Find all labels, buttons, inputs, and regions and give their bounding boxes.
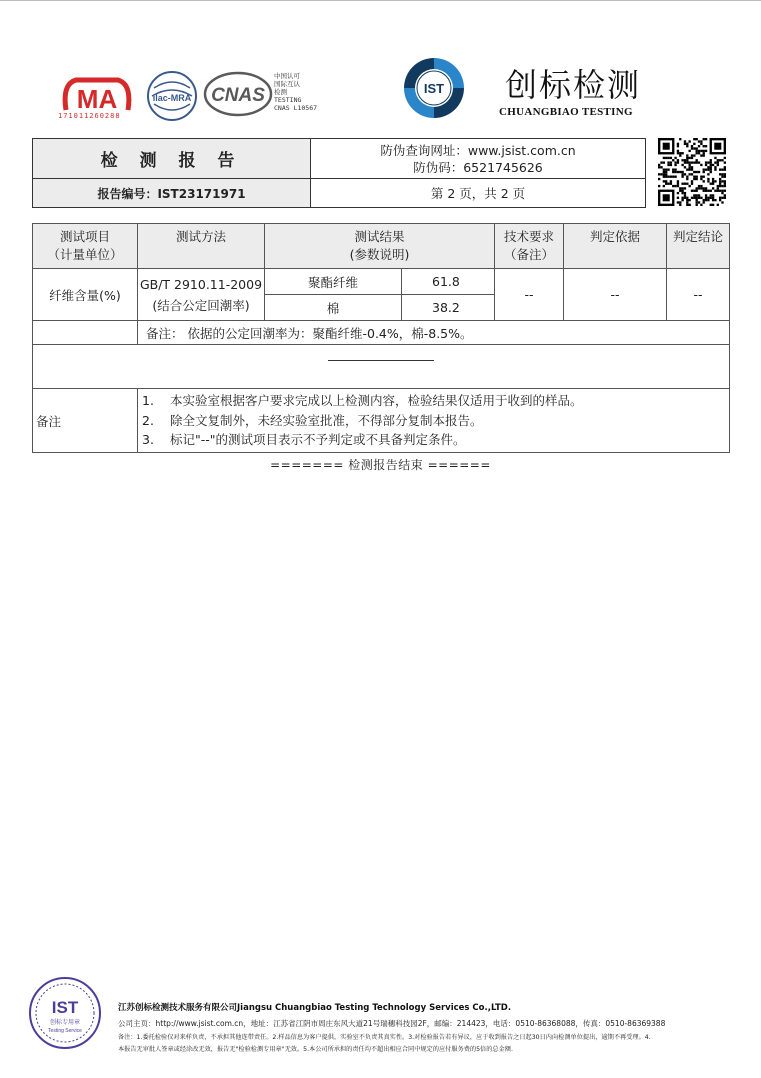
header-test-item: 测试项目 （计量单位） xyxy=(33,224,138,269)
seal-subtext: 创标专用章 xyxy=(49,1019,81,1026)
remarks-row xyxy=(33,389,730,453)
test-method: GB/T 2910.11-2009 (结合公定回潮率) xyxy=(138,269,265,321)
report-header xyxy=(32,138,646,208)
header-test-method: 测试方法 xyxy=(138,224,265,269)
requirement-value: -- xyxy=(495,269,564,321)
company-seal-icon xyxy=(27,975,103,1051)
report-number: 报告编号：IST23171971 xyxy=(33,179,311,207)
header-requirement: 技术要求 （备注） xyxy=(495,224,564,269)
remarks-list xyxy=(138,389,730,453)
cnas-line: TESTING xyxy=(274,96,302,104)
cma-logo-text: MA xyxy=(76,84,118,114)
moisture-note: 备注： 依据的公定回潮率为：聚酯纤维-0.4%，棉-8.5%。 xyxy=(138,321,730,345)
verify-url: 防伪查询网址：www.jsist.com.cn xyxy=(380,143,576,158)
top-border xyxy=(0,0,761,1)
seal-subtext-en: Testing Service xyxy=(48,1028,82,1034)
page-indicator: 第 2 页，共 2 页 xyxy=(430,186,526,201)
footer-address: 公司主页：http://www.jsist.com.cn，地址：江苏省江阴市周庄东风大道21号瑞穗科技园2F，邮编：214423，电话：0510-86368088，传真：0510-86369388 xyxy=(118,1019,666,1028)
verify-code: 防伪码：6521745626 xyxy=(413,160,543,175)
conclusion-value: -- xyxy=(667,269,730,321)
results-table xyxy=(32,223,730,453)
ilac-logo-text: ilac-MRA xyxy=(152,93,192,103)
cnas-line: 国际互认 xyxy=(274,80,300,88)
table-header-row xyxy=(33,224,730,269)
report-end-marker: ======= 检测报告结束 ====== xyxy=(270,458,491,472)
test-item: 纤维含量(%) xyxy=(33,269,138,321)
ist-logo-text: IST xyxy=(423,81,445,96)
ist-logo-icon xyxy=(401,55,467,121)
divider-cell xyxy=(33,345,730,389)
cnas-logo-text: CNAS xyxy=(211,85,265,106)
brand-name-en: CHUANGBIAO TESTING xyxy=(499,106,633,118)
list-item: 3. 标记"--"的测试项目表示不予判定或不具备判定条件。 xyxy=(142,432,466,448)
footer-note-line: 本报告无审批人签章或经涂改无效，报告无"检验检测专用章"无效。5.本公司所承担的责任均不超出相应合同中规定的应付服务费的5倍的总金额. xyxy=(118,1046,513,1053)
qr-code-icon xyxy=(658,138,726,206)
seal-text: IST xyxy=(51,998,79,1017)
list-item: 2. 除全文复制外，未经实验室批准，不得部分复制本报告。 xyxy=(142,412,483,428)
table-row xyxy=(33,269,730,295)
ilac-mra-logo-icon xyxy=(144,68,200,124)
brand-name-cn: 创标检测 xyxy=(505,66,642,104)
footer-note-line: 备注：1.委托检验仅对来样负责，不承担其他连带责任。2.样品信息为客户提供，实验室不负责其真实性。3.对检验报告若有异议，应于收到报告之日起30日内向检测单位提出，逾期不再受理。4. xyxy=(118,1034,651,1041)
result-value: 38.2 xyxy=(402,295,495,321)
list-item: 1. 本实验室根据客户要求完成以上检测内容，检验结果仅适用于收到的样品。 xyxy=(142,393,583,409)
divider-row xyxy=(33,345,730,389)
cnas-line: CNAS L10567 xyxy=(274,104,318,112)
note-row xyxy=(33,321,730,345)
cnas-line: 中国认可 xyxy=(274,72,300,80)
result-name: 棉 xyxy=(265,295,402,321)
divider-line xyxy=(328,360,434,361)
result-name: 聚酯纤维 xyxy=(265,269,402,295)
note-spacer xyxy=(33,321,138,345)
cnas-logo-icon xyxy=(203,70,273,118)
verification-info xyxy=(311,139,645,179)
header-test-result: 测试结果 (参数说明) xyxy=(265,224,495,269)
remarks-label: 备注 xyxy=(33,389,138,453)
header-basis: 判定依据 xyxy=(564,224,667,269)
cnas-line: 检测 xyxy=(274,88,287,96)
result-value: 61.8 xyxy=(402,269,495,295)
report-title: 检 测 报 告 xyxy=(33,139,311,179)
footer-company-name: 江苏创标检测技术服务有限公司Jiangsu Chuangbiao Testing Technology Services Co.,LTD. xyxy=(118,1003,512,1013)
cnas-accreditation-text xyxy=(274,72,317,112)
header-conclusion: 判定结论 xyxy=(667,224,730,269)
cma-number: 171011260288 xyxy=(58,112,121,120)
basis-value: -- xyxy=(564,269,667,321)
